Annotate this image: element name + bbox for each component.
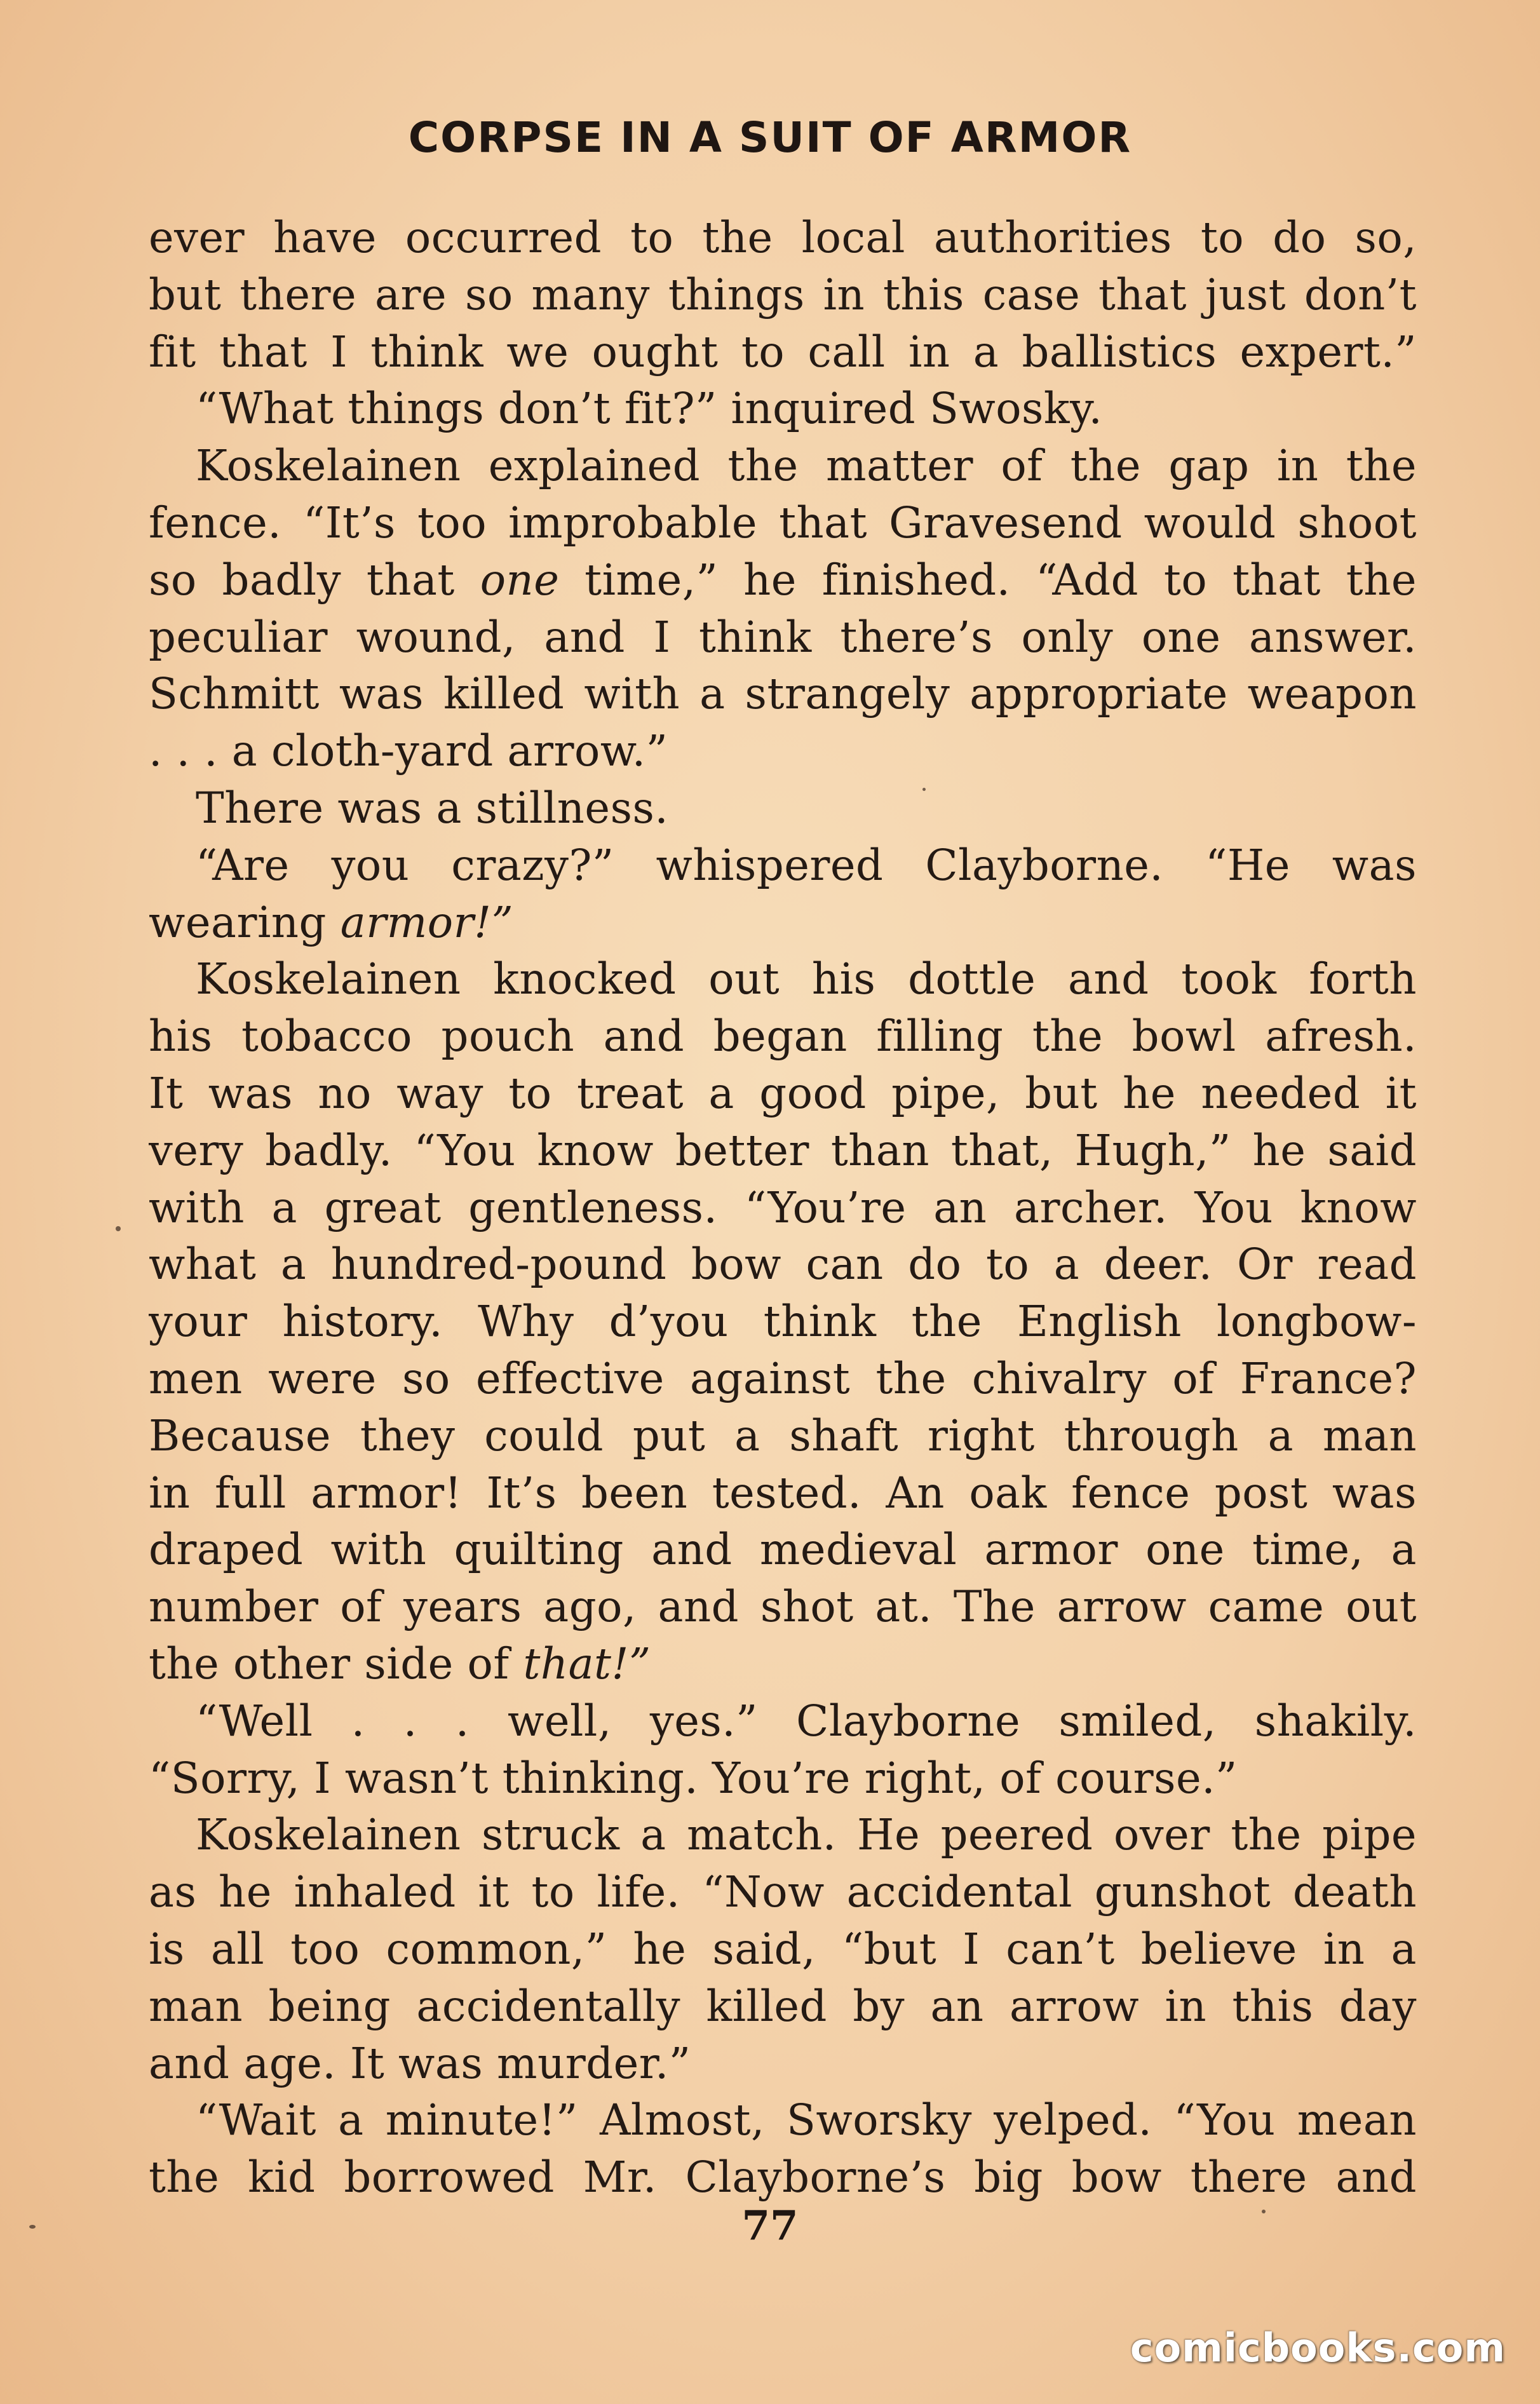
- text-line: in full armor! It’s been tested. An oak fence post was: [149, 1468, 1417, 1518]
- italic-run: one: [480, 555, 560, 605]
- text-line: his tobacco pouch and began filling the bowl afresh.: [149, 1011, 1417, 1062]
- text-line: peculiar wound, and I think there’s only one answer.: [149, 612, 1417, 662]
- text-run: the other side of: [149, 1638, 523, 1689]
- text-line: but there are so many things in this case that just don’t: [149, 269, 1417, 320]
- watermark: comicbooks.com: [1130, 2325, 1506, 2371]
- text-line: very badly. “You know better than that, Hugh,” he said: [149, 1125, 1417, 1175]
- text-line: There was a stillness.: [196, 783, 669, 833]
- text-run: wearing: [149, 897, 341, 947]
- text-line: as he inhaled it to life. “Now accidental gunshot death: [149, 1867, 1417, 1917]
- text-line: Schmitt was killed with a strangely appropriate weapon: [149, 669, 1417, 719]
- text-line: fence. “It’s too improbable that Gravesend would shoot: [149, 497, 1417, 548]
- text-line: fit that I think we ought to call in a ballistics expert.”: [149, 327, 1417, 377]
- text-line: [149, 552, 1417, 609]
- body-text: [149, 210, 1417, 2206]
- text-run: so badly that: [149, 555, 480, 605]
- text-line: Koskelainen struck a match. He peered over the pipe: [196, 1810, 1417, 1860]
- text-line: “Are you crazy?” whispered Clayborne. “He was: [196, 840, 1417, 890]
- text-line: “Well . . . well, yes.” Clayborne smiled, shakily.: [196, 1696, 1417, 1746]
- text-line: It was no way to treat a good pipe, but he needed it: [149, 1068, 1417, 1118]
- text-line: the kid borrowed Mr. Clayborne’s big bow there and: [149, 2152, 1417, 2203]
- text-line: and age. It was murder.”: [149, 2038, 691, 2088]
- text-line: man being accidentally killed by an arrow in this day: [149, 1981, 1417, 2031]
- text-line: [149, 895, 1417, 952]
- text-line: Because they could put a shaft right through a man: [149, 1410, 1417, 1461]
- text-line: with a great gentleness. “You’re an archer. You know: [149, 1182, 1417, 1232]
- text-line: [149, 1636, 1417, 1693]
- text-line: is all too common,” he said, “but I can’t believe in a: [149, 1924, 1417, 1974]
- text-line: Koskelainen explained the matter of the gap in the: [196, 441, 1417, 491]
- paper-speck: [922, 788, 926, 791]
- italic-run: that!”: [523, 1638, 651, 1689]
- text-line: men were so effective against the chivalry of France?: [149, 1353, 1417, 1403]
- page-number: 77: [741, 2202, 799, 2250]
- paper-speck: [1262, 2210, 1266, 2213]
- text-run: time,” he finished. “Add to that the: [559, 555, 1417, 605]
- text-line: ever have occurred to the local authorities to do so,: [149, 213, 1417, 262]
- text-line: what a hundred-pound bow can do to a deer. Or read: [149, 1239, 1417, 1290]
- text-line: draped with quilting and medieval armor one time, a: [149, 1525, 1417, 1575]
- text-line: “Sorry, I wasn’t thinking. You’re right, of course.”: [149, 1753, 1238, 1803]
- text-line: number of years ago, and shot at. The arrow came out: [149, 1582, 1417, 1632]
- text-line: “Wait a minute!” Almost, Sworsky yelped. “You mean: [196, 2095, 1417, 2145]
- text-line: Koskelainen knocked out his dottle and took forth: [196, 954, 1417, 1004]
- text-line: “What things don’t fit?” inquired Swosky.: [196, 384, 1103, 434]
- running-head: CORPSE IN A SUIT OF ARMOR: [408, 113, 1132, 162]
- paper-speck: [116, 1226, 121, 1231]
- text-line: . . . a cloth-yard arrow.”: [149, 726, 668, 776]
- italic-run: armor!”: [340, 897, 514, 947]
- text-line: your history. Why d’you think the English longbow-: [149, 1297, 1417, 1347]
- paper-speck: [29, 2225, 36, 2229]
